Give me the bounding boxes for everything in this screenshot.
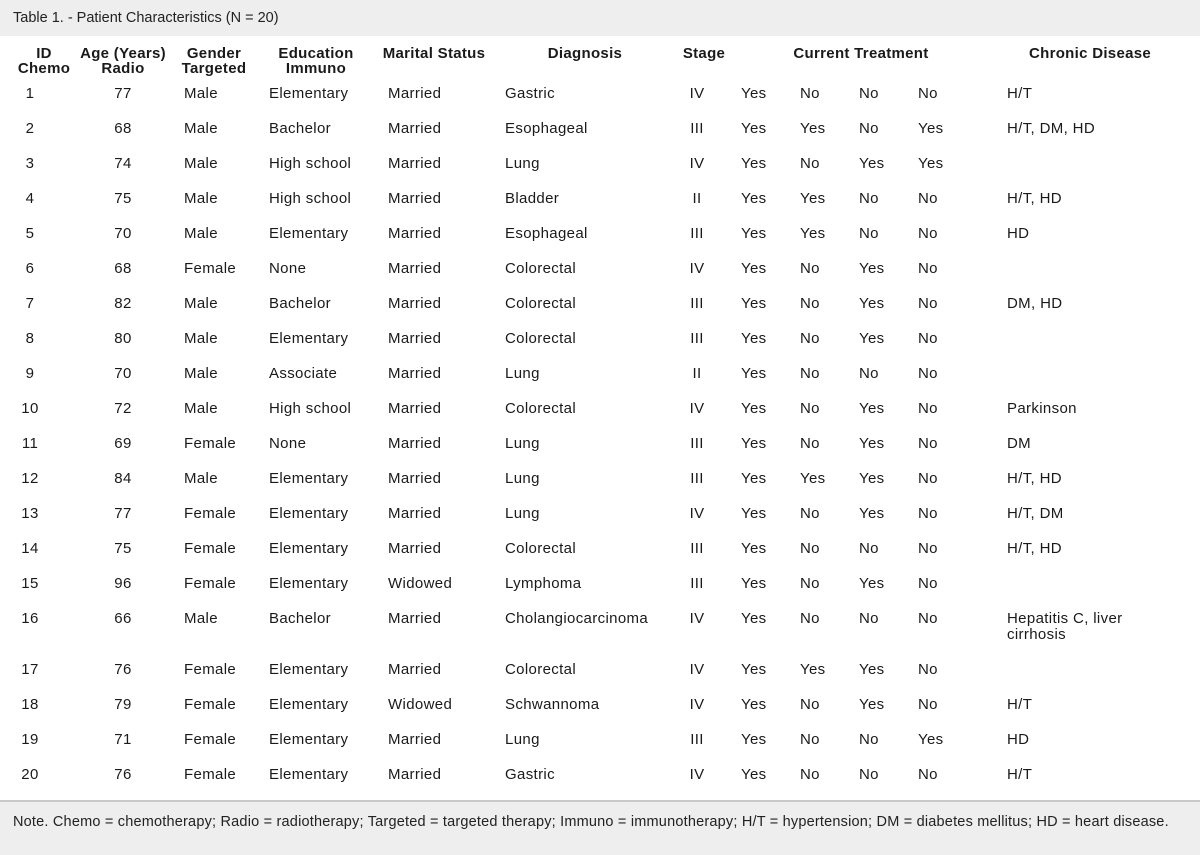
cell-chronic: H/T, HD [1007,470,1062,487]
cell-gender: Male [184,85,218,102]
cell-chronic: H/T [1007,766,1033,783]
cell-immuno: No [918,540,938,557]
cell-radio: Yes [800,120,826,137]
cell-targeted: No [859,365,879,382]
cell-id: 9 [25,365,35,382]
cell-targeted: Yes [859,400,885,417]
header-id [18,46,70,76]
cell-education: Elementary [269,696,349,713]
cell-id: 4 [25,190,35,207]
cell-radio: No [800,575,820,592]
cell-id: 14 [21,540,39,557]
cell-age: 74 [114,155,132,172]
cell-age: 75 [114,190,132,207]
cell-age: 70 [114,225,132,242]
header-education [278,46,353,76]
cell-immuno: No [918,766,938,783]
cell-gender: Male [184,610,218,627]
cell-immuno: No [918,85,938,102]
table-row [0,331,1200,351]
cell-stage: III [690,120,704,137]
cell-marital: Married [388,400,442,417]
cell-stage: II [692,190,702,207]
cell-targeted: No [859,225,879,242]
cell-gender: Male [184,470,218,487]
cell-stage: IV [689,505,705,522]
cell-diagnosis: Lung [505,155,540,172]
cell-chronic: H/T, HD [1007,540,1062,557]
table-row [0,436,1200,456]
cell-marital: Married [388,295,442,312]
cell-education: Elementary [269,505,349,522]
cell-radio: Yes [800,190,826,207]
cell-gender: Female [184,731,237,748]
cell-gender: Male [184,155,218,172]
cell-stage: III [690,225,704,242]
cell-gender: Male [184,190,218,207]
cell-id: 1 [25,85,35,102]
cell-education: Bachelor [269,610,332,627]
cell-targeted: Yes [859,470,885,487]
cell-age: 70 [114,365,132,382]
cell-radio: No [800,295,820,312]
cell-gender: Female [184,696,237,713]
cell-diagnosis: Cholangiocarcinoma [505,610,649,627]
cell-age: 75 [114,540,132,557]
cell-targeted: No [859,190,879,207]
cell-stage: IV [689,260,705,277]
cell-gender: Female [184,661,237,678]
cell-age: 79 [114,696,132,713]
cell-id: 2 [25,120,35,137]
cell-stage: III [690,435,704,452]
table-row [0,191,1200,211]
cell-stage: II [692,365,702,382]
cell-marital: Married [388,610,442,627]
cell-marital: Married [388,540,442,557]
cell-age: 68 [114,260,132,277]
cell-diagnosis: Lung [505,505,540,522]
cell-education: Associate [269,365,338,382]
table-row [0,541,1200,561]
table-row [0,156,1200,176]
cell-targeted: Yes [859,330,885,347]
cell-immuno: No [918,661,938,678]
cell-diagnosis: Colorectal [505,260,577,277]
cell-age: 84 [114,470,132,487]
cell-id: 18 [21,696,39,713]
cell-targeted: Yes [859,661,885,678]
cell-chronic: H/T, DM, HD [1007,120,1096,137]
cell-stage: IV [689,155,705,172]
cell-age: 80 [114,330,132,347]
cell-education: None [269,435,307,452]
cell-diagnosis: Lymphoma [505,575,582,592]
cell-education: High school [269,190,352,207]
cell-radio: Yes [800,470,826,487]
cell-education: Elementary [269,731,349,748]
cell-stage: IV [689,400,705,417]
cell-stage: IV [689,696,705,713]
cell-diagnosis: Colorectal [505,330,577,347]
cell-diagnosis: Bladder [505,190,560,207]
cell-id: 12 [21,470,39,487]
cell-chemo: Yes [741,330,767,347]
table-row [0,662,1200,682]
cell-chemo: Yes [741,260,767,277]
cell-targeted: No [859,120,879,137]
cell-id: 6 [25,260,35,277]
cell-immuno: No [918,260,938,277]
header-diagnosis: Diagnosis [547,45,623,62]
cell-marital: Married [388,766,442,783]
cell-education: Elementary [269,575,349,592]
cell-chronic: H/T [1007,696,1033,713]
cell-marital: Married [388,661,442,678]
cell-chemo: Yes [741,225,767,242]
cell-radio: No [800,400,820,417]
header-stage: Stage [682,45,726,62]
cell-marital: Married [388,470,442,487]
cell-chemo: Yes [741,661,767,678]
cell-targeted: No [859,85,879,102]
cell-radio: No [800,766,820,783]
cell-marital: Married [388,225,442,242]
cell-marital: Married [388,190,442,207]
cell-education: Elementary [269,661,349,678]
cell-id: 11 [21,435,39,452]
cell-age: 76 [114,661,132,678]
cell-id: 17 [21,661,39,678]
cell-id: 13 [21,505,39,522]
cell-gender: Male [184,365,218,382]
cell-marital: Married [388,365,442,382]
cell-stage: IV [689,610,705,627]
table-row [0,610,1200,643]
cell-diagnosis: Lung [505,470,540,487]
cell-diagnosis: Lung [505,435,540,452]
cell-chronic: HD [1007,731,1030,748]
cell-id: 5 [25,225,35,242]
cell-age: 68 [114,120,132,137]
cell-radio: No [800,435,820,452]
header-education-line1: Education [278,45,354,62]
table-row [0,506,1200,526]
cell-gender: Female [184,260,237,277]
cell-chemo: Yes [741,696,767,713]
cell-id: 19 [21,731,39,748]
cell-marital: Widowed [388,575,453,592]
cell-chronic: DM [1007,435,1032,452]
cell-radio: No [800,610,820,627]
cell-marital: Married [388,731,442,748]
cell-education: Elementary [269,225,349,242]
cell-stage: IV [689,766,705,783]
cell-immuno: No [918,696,938,713]
table-note: Note. Chemo = chemotherapy; Radio = radiotherapy; Targeted = targeted therapy; Immuno = immunotherapy; H/T = hypertension; DM = diabetes mellitus; HD = heart disease. [0,800,1200,855]
cell-diagnosis: Esophageal [505,225,588,242]
cell-immuno: No [918,400,938,417]
cell-chronic: H/T, HD [1007,190,1062,207]
table-row [0,471,1200,491]
table-row [0,296,1200,316]
cell-chemo: Yes [741,766,767,783]
cell-age: 72 [114,400,132,417]
cell-radio: No [800,155,820,172]
cell-stage: III [690,731,704,748]
cell-chemo: Yes [741,155,767,172]
cell-stage: III [690,470,704,487]
cell-diagnosis: Lung [505,365,540,382]
cell-diagnosis: Gastric [505,85,555,102]
header-id-line1: ID [36,45,52,62]
cell-education: Elementary [269,85,349,102]
cell-diagnosis: Lung [505,731,540,748]
cell-chemo: Yes [741,731,767,748]
cell-chronic: DM, HD [1007,295,1063,312]
cell-education: Bachelor [269,295,332,312]
cell-chemo: Yes [741,85,767,102]
cell-stage: III [690,330,704,347]
cell-targeted: Yes [859,155,885,172]
cell-education: Elementary [269,330,349,347]
cell-immuno: No [918,470,938,487]
cell-chronic: Parkinson [1007,400,1077,417]
cell-targeted: No [859,731,879,748]
cell-targeted: Yes [859,295,885,312]
cell-marital: Widowed [388,696,453,713]
cell-gender: Male [184,400,218,417]
cell-age: 77 [114,85,132,102]
cell-chemo: Yes [741,435,767,452]
header-education-line2: Immuno [285,60,347,77]
cell-stage: IV [689,661,705,678]
cell-chemo: Yes [741,505,767,522]
cell-immuno: No [918,295,938,312]
cell-immuno: No [918,330,938,347]
cell-gender: Female [184,505,237,522]
cell-radio: No [800,85,820,102]
cell-radio: No [800,330,820,347]
table-row [0,697,1200,717]
cell-stage: III [690,540,704,557]
cell-diagnosis: Colorectal [505,661,577,678]
cell-chemo: Yes [741,540,767,557]
cell-stage: III [690,295,704,312]
cell-radio: No [800,696,820,713]
cell-immuno: No [918,505,938,522]
cell-immuno: No [918,610,938,627]
cell-targeted: Yes [859,435,885,452]
cell-chemo: Yes [741,120,767,137]
cell-targeted: No [859,766,879,783]
header-current-treatment: Current Treatment [793,45,929,62]
cell-diagnosis: Gastric [505,766,555,783]
cell-marital: Married [388,155,442,172]
cell-targeted: Yes [859,575,885,592]
cell-age: 71 [114,731,132,748]
cell-id: 20 [21,766,39,783]
cell-immuno: No [918,435,938,452]
cell-id: 8 [25,330,35,347]
cell-targeted: No [859,540,879,557]
table-row [0,86,1200,106]
cell-chemo: Yes [741,470,767,487]
cell-immuno: No [918,365,938,382]
cell-targeted: No [859,610,879,627]
cell-chronic: H/T [1007,85,1033,102]
cell-gender: Male [184,225,218,242]
header-gender [182,46,247,76]
cell-radio: No [800,505,820,522]
cell-marital: Married [388,435,442,452]
cell-chemo: Yes [741,295,767,312]
table-row [0,226,1200,246]
cell-marital: Married [388,260,442,277]
cell-gender: Female [184,766,237,783]
cell-chemo: Yes [741,575,767,592]
header-age [80,46,166,76]
cell-gender: Female [184,540,237,557]
table-row [0,401,1200,421]
cell-education: High school [269,155,352,172]
cell-age: 69 [114,435,132,452]
cell-id: 10 [21,400,39,417]
table-row [0,732,1200,752]
cell-marital: Married [388,330,442,347]
cell-immuno: No [918,575,938,592]
cell-marital: Married [388,85,442,102]
table-row [0,767,1200,787]
cell-chemo: Yes [741,190,767,207]
cell-immuno: Yes [918,731,944,748]
cell-chronic: H/T, DM [1007,505,1064,522]
cell-diagnosis: Schwannoma [505,696,600,713]
cell-radio: No [800,365,820,382]
cell-education: Bachelor [269,120,332,137]
table-row [0,576,1200,596]
cell-marital: Married [388,120,442,137]
cell-id: 3 [25,155,35,172]
cell-diagnosis: Colorectal [505,295,577,312]
cell-id: 7 [25,295,35,312]
header-age-line2: Radio [101,60,145,77]
cell-chronic: Hepatitis C, liver cirrhosis [1007,610,1123,643]
cell-chemo: Yes [741,365,767,382]
cell-radio: No [800,731,820,748]
header-marital-status: Marital Status [382,45,486,62]
header-age-line1: Age (Years) [80,45,166,62]
cell-immuno: No [918,225,938,242]
cell-diagnosis: Colorectal [505,400,577,417]
cell-immuno: No [918,190,938,207]
cell-chemo: Yes [741,400,767,417]
cell-stage: IV [689,85,705,102]
header-id-line2: Chemo [17,60,71,77]
cell-gender: Male [184,120,218,137]
cell-education: Elementary [269,540,349,557]
cell-stage: III [690,575,704,592]
cell-education: High school [269,400,352,417]
cell-radio: Yes [800,225,826,242]
cell-education: None [269,260,307,277]
table-row [0,261,1200,281]
header-chronic-disease: Chronic Disease [1028,45,1152,62]
cell-targeted: Yes [859,260,885,277]
cell-radio: No [800,540,820,557]
cell-chronic: HD [1007,225,1030,242]
cell-immuno: Yes [918,155,944,172]
table-row [0,121,1200,141]
header-gender-line2: Targeted [181,60,247,77]
cell-chemo: Yes [741,610,767,627]
cell-gender: Female [184,575,237,592]
table-caption: Table 1. - Patient Characteristics (N = 20) [0,0,1200,36]
cell-age: 66 [114,610,132,627]
cell-age: 82 [114,295,132,312]
cell-gender: Male [184,330,218,347]
cell-radio: No [800,260,820,277]
cell-diagnosis: Colorectal [505,540,577,557]
cell-marital: Married [388,505,442,522]
cell-immuno: Yes [918,120,944,137]
header-gender-line1: Gender [186,45,242,62]
cell-education: Elementary [269,766,349,783]
cell-age: 77 [114,505,132,522]
cell-gender: Male [184,295,218,312]
cell-age: 76 [114,766,132,783]
cell-gender: Female [184,435,237,452]
cell-age: 96 [114,575,132,592]
cell-diagnosis: Esophageal [505,120,588,137]
cell-targeted: Yes [859,696,885,713]
cell-id: 15 [21,575,39,592]
table-row [0,366,1200,386]
cell-radio: Yes [800,661,826,678]
cell-id: 16 [21,610,39,627]
cell-targeted: Yes [859,505,885,522]
cell-education: Elementary [269,470,349,487]
